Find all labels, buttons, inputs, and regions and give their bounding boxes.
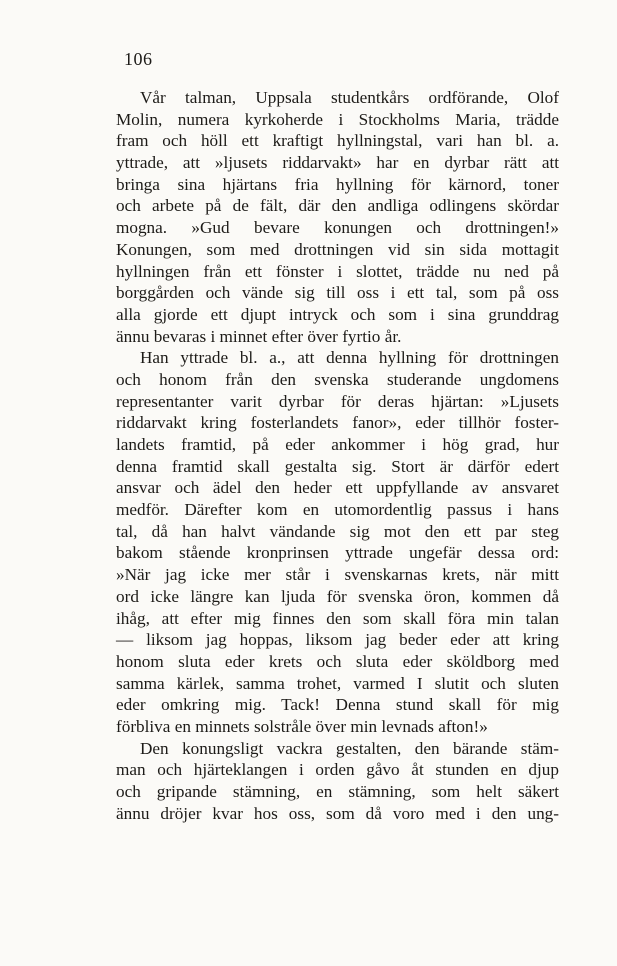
text-line: ännu dröjer kvar hos oss, som då voro med i den ung- bbox=[116, 803, 559, 823]
text-line: samma kärlek, samma trohet, varmed I slutit och sluten bbox=[116, 673, 559, 693]
text-line: alla gjorde ett djupt intryck och som i sina grunddrag bbox=[116, 304, 559, 324]
text-line: och honom från den svenska studerande ungdomens bbox=[116, 369, 559, 389]
text-line: och arbete på de fält, där den andliga odlingens skördar bbox=[116, 196, 559, 216]
text-line: eder omkring mig. Tack! Denna stund skall för mig bbox=[116, 695, 559, 715]
text-line: representanter varit dyrbar för deras hjärtan: »Ljusets bbox=[116, 391, 559, 411]
text-line: Molin, numera kyrkoherde i Stockholms Maria, trädde bbox=[116, 109, 559, 129]
text-line: honom sluta eder krets och sluta eder sköldborg med bbox=[116, 651, 559, 671]
text-line: denna framtid skall gestalta sig. Stort är därför edert bbox=[116, 456, 559, 476]
text-line: tal, då han halvt vändande sig mot den ett par steg bbox=[116, 521, 559, 541]
text-line: man och hjärteklangen i orden gåvo åt stunden en djup bbox=[116, 760, 559, 780]
text-line: — liksom jag hoppas, liksom jag beder eder att kring bbox=[116, 630, 559, 650]
text-line: fram och höll ett kraftigt hyllningstal, vari han bl. a. bbox=[116, 131, 559, 151]
text-line: riddarvakt kring fosterlandets fanor», eder tillhör foster- bbox=[116, 413, 559, 433]
text-line: yttrade, att »ljusets riddarvakt» har en dyrbar rätt att bbox=[116, 153, 559, 173]
text-line: ännu bevaras i minnet efter över fyrtio år. bbox=[116, 326, 402, 346]
text-line: hyllningen från ett fönster i slottet, trädde nu ned på bbox=[116, 261, 559, 281]
body-text bbox=[116, 87, 559, 824]
text-line: ord icke längre kan ljuda för svenska öron, kommen då bbox=[116, 586, 559, 606]
text-line: förbliva en minnets solstråle över min levnads afton!» bbox=[116, 716, 488, 736]
text-line: borggården och vände sig till oss i ett tal, som på oss bbox=[116, 283, 559, 303]
text-line: mogna. »Gud bevare konungen och drottningen!» bbox=[116, 218, 559, 238]
text-line: bakom stående kronprinsen yttrade ungefär dessa ord: bbox=[116, 543, 559, 563]
text-line: Han yttrade bl. a., att denna hyllning för drottningen bbox=[140, 348, 559, 368]
text-line: landets framtid, på eder ankommer i hög grad, hur bbox=[116, 435, 559, 454]
text-line: »När jag icke mer står i svenskarnas krets, när mitt bbox=[116, 565, 559, 585]
text-line: ansvar och ädel den heder ett uppfyllande av ansvaret bbox=[116, 478, 559, 498]
text-line: Vår talman, Uppsala studentkårs ordförande, Olof bbox=[140, 88, 559, 107]
text-line: Den konungsligt vackra gestalten, den bärande stäm- bbox=[140, 738, 559, 758]
text-line: medför. Därefter kom en utomordentlig passus i hans bbox=[116, 500, 559, 520]
text-line: och gripande stämning, en stämning, som helt säkert bbox=[116, 782, 559, 801]
text-line: ihåg, att efter mig finnes den som skall föra min talan bbox=[116, 608, 559, 628]
page-number: 106 bbox=[124, 49, 153, 69]
text-line: bringa sina hjärtans fria hyllning för kärnord, toner bbox=[116, 174, 559, 194]
text-line: Konungen, som med drottningen vid sin sida mottagit bbox=[116, 239, 559, 259]
